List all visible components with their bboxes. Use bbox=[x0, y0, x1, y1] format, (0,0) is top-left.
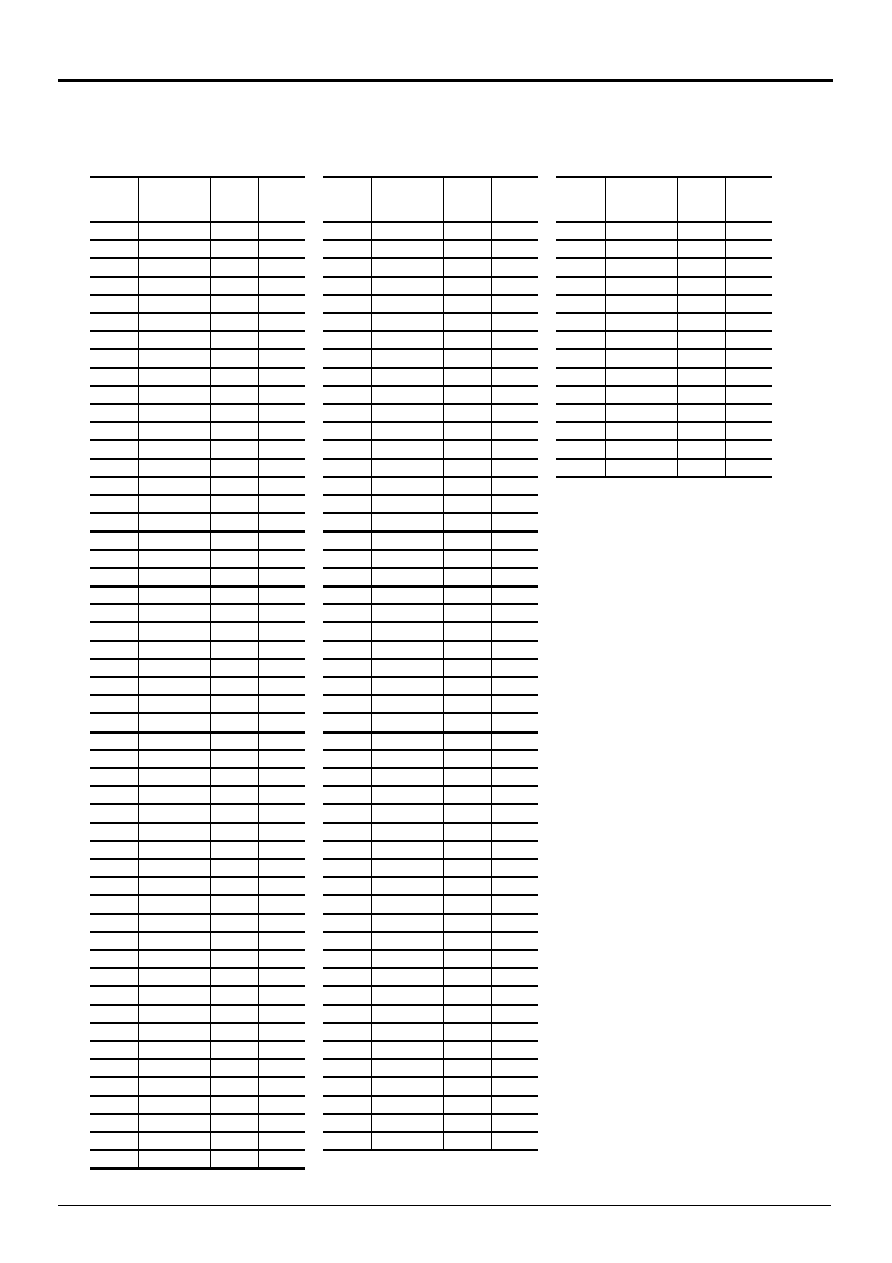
table-row-border bbox=[323, 694, 538, 696]
table-row-border bbox=[90, 603, 305, 605]
table-row-border bbox=[90, 367, 305, 369]
table-row-border bbox=[90, 767, 305, 769]
table-row-border bbox=[323, 967, 538, 969]
table-row-border bbox=[323, 530, 538, 533]
table-row-border bbox=[323, 276, 538, 278]
table-column-divider bbox=[605, 176, 606, 478]
table-row-border bbox=[323, 1004, 538, 1006]
table-row-border bbox=[90, 330, 305, 332]
table-row-border bbox=[323, 985, 538, 987]
table-row-border bbox=[323, 1022, 538, 1024]
table-row-border bbox=[323, 239, 538, 241]
column-header bbox=[605, 178, 677, 220]
table-row-border bbox=[90, 894, 305, 896]
table-bottom-border bbox=[556, 476, 772, 478]
table-row-border bbox=[90, 1095, 305, 1097]
column-header bbox=[210, 178, 258, 220]
table-row-border bbox=[90, 822, 305, 824]
table-row-border bbox=[323, 676, 538, 678]
table-row-border bbox=[90, 858, 305, 860]
table-row-border bbox=[90, 1149, 305, 1151]
table-row-border bbox=[323, 894, 538, 896]
table-row-border bbox=[90, 549, 305, 551]
table-header-border bbox=[556, 221, 772, 223]
table-row-border bbox=[90, 985, 305, 987]
table-header-border bbox=[90, 221, 305, 223]
table-row-border bbox=[323, 931, 538, 933]
footer-rule bbox=[58, 1205, 831, 1206]
table-column-divider bbox=[371, 176, 372, 1151]
table-column-divider bbox=[258, 176, 259, 1169]
table-row-border bbox=[90, 276, 305, 278]
table-row-border bbox=[90, 676, 305, 678]
table-row-border bbox=[323, 949, 538, 951]
table-row-border bbox=[323, 840, 538, 842]
table-row-border bbox=[556, 276, 772, 278]
table-row-border bbox=[90, 731, 305, 734]
table-bottom-border bbox=[90, 1167, 305, 1170]
table-row-border bbox=[90, 512, 305, 514]
table-row-border bbox=[90, 712, 305, 714]
table-row-border bbox=[90, 403, 305, 405]
table-row-border bbox=[323, 658, 538, 660]
column-header bbox=[725, 178, 772, 220]
table-row-border bbox=[90, 458, 305, 460]
table-row-border bbox=[323, 1131, 538, 1133]
table-row-border bbox=[90, 385, 305, 387]
data-table-2 bbox=[323, 176, 538, 1153]
table-row-border bbox=[556, 439, 772, 441]
table-row-border bbox=[90, 749, 305, 751]
table-row-border bbox=[90, 494, 305, 496]
table-row-border bbox=[323, 731, 538, 734]
column-header bbox=[258, 178, 305, 220]
table-column-divider bbox=[443, 176, 444, 1151]
table-row-border bbox=[323, 494, 538, 496]
table-row-border bbox=[90, 694, 305, 696]
table-row-border bbox=[323, 549, 538, 551]
table-row-border bbox=[90, 1058, 305, 1060]
table-row-border bbox=[90, 931, 305, 933]
table-row-border bbox=[323, 367, 538, 369]
table-row-border bbox=[323, 822, 538, 824]
table-row-border bbox=[323, 439, 538, 441]
table-row-border bbox=[323, 257, 538, 259]
table-header-border bbox=[323, 221, 538, 223]
table-row-border bbox=[90, 949, 305, 951]
data-table-3 bbox=[556, 176, 772, 480]
table-row-border bbox=[323, 785, 538, 787]
column-header bbox=[491, 178, 538, 220]
table-row-border bbox=[556, 458, 772, 460]
table-row-border bbox=[90, 785, 305, 787]
table-row-border bbox=[323, 1040, 538, 1042]
table-row-border bbox=[323, 458, 538, 460]
table-row-border bbox=[323, 312, 538, 314]
table-column-divider bbox=[725, 176, 726, 478]
table-row-border bbox=[323, 1076, 538, 1078]
table-row-border bbox=[90, 567, 305, 569]
table-row-border bbox=[323, 567, 538, 569]
table-row-border bbox=[90, 967, 305, 969]
table-row-border bbox=[90, 803, 305, 805]
table-row-border bbox=[90, 421, 305, 423]
column-header bbox=[443, 178, 491, 220]
table-row-border bbox=[323, 803, 538, 805]
table-column-divider bbox=[138, 176, 139, 1169]
table-row-border bbox=[90, 530, 305, 533]
table-row-border bbox=[556, 367, 772, 369]
column-header bbox=[323, 178, 371, 220]
table-row-border bbox=[556, 239, 772, 241]
table-row-border bbox=[323, 640, 538, 642]
table-row-border bbox=[90, 239, 305, 241]
column-header bbox=[90, 178, 138, 220]
table-row-border bbox=[90, 1040, 305, 1042]
table-column-divider bbox=[677, 176, 678, 478]
table-row-border bbox=[323, 476, 538, 478]
table-column-divider bbox=[491, 176, 492, 1151]
table-row-border bbox=[323, 1095, 538, 1097]
column-header bbox=[138, 178, 210, 220]
table-row-border bbox=[90, 1004, 305, 1006]
column-header bbox=[556, 178, 605, 220]
table-row-border bbox=[90, 585, 305, 588]
header-rule bbox=[58, 79, 833, 82]
table-row-border bbox=[556, 385, 772, 387]
table-column-divider bbox=[210, 176, 211, 1169]
table-row-border bbox=[90, 257, 305, 259]
table-row-border bbox=[323, 1058, 538, 1060]
table-row-border bbox=[90, 876, 305, 878]
table-row-border bbox=[323, 385, 538, 387]
table-row-border bbox=[323, 1113, 538, 1115]
table-row-border bbox=[323, 603, 538, 605]
table-row-border bbox=[323, 621, 538, 623]
table-row-border bbox=[90, 640, 305, 642]
table-row-border bbox=[90, 439, 305, 441]
table-row-border bbox=[556, 294, 772, 296]
table-row-border bbox=[323, 348, 538, 350]
table-row-border bbox=[90, 1076, 305, 1078]
table-row-border bbox=[556, 348, 772, 350]
data-table-1 bbox=[90, 176, 305, 1171]
table-row-border bbox=[323, 767, 538, 769]
table-row-border bbox=[323, 749, 538, 751]
table-row-border bbox=[323, 712, 538, 714]
table-row-border bbox=[556, 403, 772, 405]
table-row-border bbox=[90, 294, 305, 296]
table-row-border bbox=[323, 294, 538, 296]
table-row-border bbox=[556, 330, 772, 332]
table-row-border bbox=[323, 403, 538, 405]
column-header bbox=[677, 178, 725, 220]
table-row-border bbox=[556, 257, 772, 259]
table-row-border bbox=[323, 913, 538, 915]
table-row-border bbox=[556, 312, 772, 314]
table-row-border bbox=[90, 348, 305, 350]
table-row-border bbox=[90, 840, 305, 842]
table-row-border bbox=[90, 913, 305, 915]
table-row-border bbox=[323, 330, 538, 332]
table-row-border bbox=[90, 476, 305, 478]
table-row-border bbox=[90, 1113, 305, 1115]
column-header bbox=[371, 178, 443, 220]
table-row-border bbox=[90, 621, 305, 623]
table-row-border bbox=[556, 421, 772, 423]
table-row-border bbox=[323, 421, 538, 423]
table-row-border bbox=[323, 858, 538, 860]
table-row-border bbox=[90, 658, 305, 660]
table-row-border bbox=[90, 1022, 305, 1024]
table-row-border bbox=[90, 1131, 305, 1133]
table-row-border bbox=[323, 585, 538, 588]
table-row-border bbox=[323, 512, 538, 514]
table-row-border bbox=[323, 876, 538, 878]
table-bottom-border bbox=[323, 1149, 538, 1151]
table-row-border bbox=[90, 312, 305, 314]
